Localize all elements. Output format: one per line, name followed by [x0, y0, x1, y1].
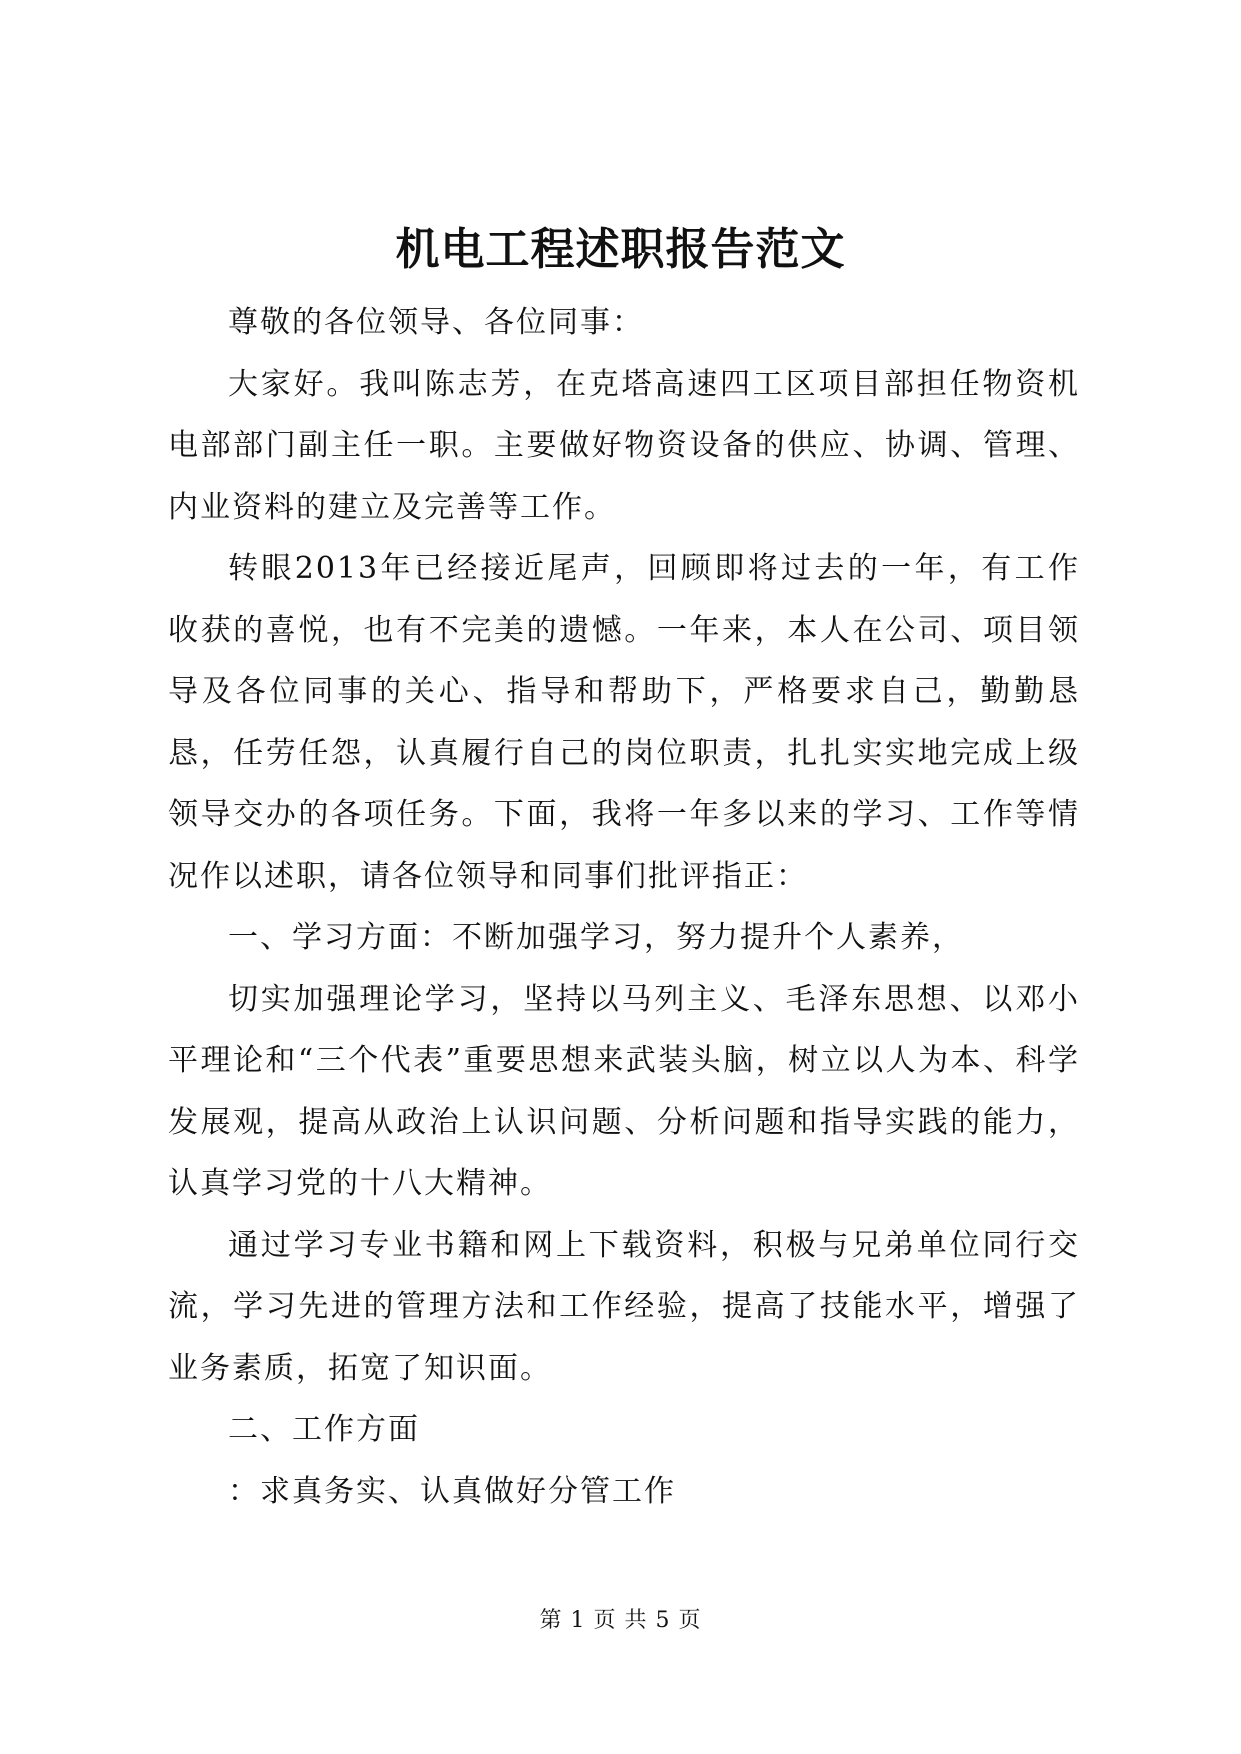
salutation-paragraph: 尊敬的各位领导、各位同事： — [228, 305, 644, 340]
review-paragraph: 转眼2013年已经接近尾声，回顾即将过去的一年，有工作收获的喜悦，也有不完美的遗憾。一年来，本人在公司、项目领导及各位同事的关心、指导和帮助下，严格要求自己，勤勤恳恳，任劳任怨，认真履行自己的岗位职责，扎扎实实地完成上级领导交办的各项任务。下面，我将一年多以来的学习、工作等情况作以述职，请各位领导和同事们批评指正： — [168, 551, 1080, 894]
document-body — [168, 292, 1080, 1522]
professional-study-paragraph: 通过学习专业书籍和网上下载资料，积极与兄弟单位同行交流，学习先进的管理方法和工作经验，提高了技能水平，增强了业务素质，拓宽了知识面。 — [168, 1227, 1080, 1386]
document-title: 机电工程述职报告范文 — [395, 224, 846, 275]
intro-paragraph: 大家好。我叫陈志芳，在克塔高速四工区项目部担任物资机电部部门副主任一职。主要做好物资设备的供应、协调、管理、内业资料的建立及完善等工作。 — [168, 366, 1080, 525]
study-heading: 一、学习方面：不断加强学习，努力提升个人素养， — [228, 920, 964, 955]
work-subheading: ：求真务实、认真做好分管工作 — [228, 1473, 676, 1509]
theory-paragraph: 切实加强理论学习，坚持以马列主义、毛泽东思想、以邓小平理论和“三个代表”重要思想来武装头脑，树立以人为本、科学发展观，提高从政治上认识问题、分析问题和指导实践的能力，认真学习党的十八大精神。 — [168, 981, 1080, 1201]
work-heading: 二、工作方面 — [228, 1412, 420, 1447]
page-number-footer: 第 1 页 共 5 页 — [539, 1608, 702, 1633]
